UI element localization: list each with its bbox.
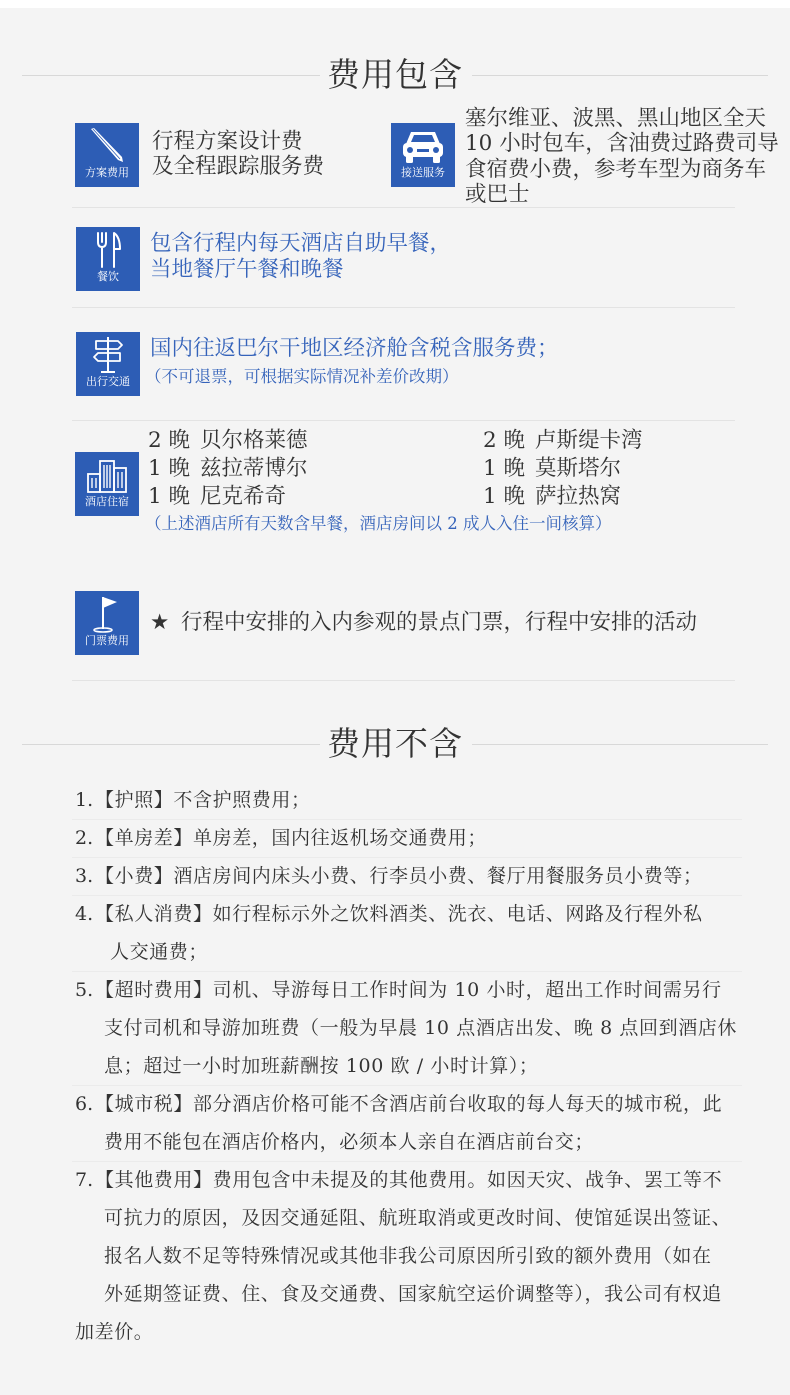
item-number: 5. [75,979,94,1001]
stay-nights: 1 晚 [148,484,191,509]
excluded-item [75,1161,775,1351]
item-line [75,819,775,857]
item-text: 【小费】酒店房间内床头小费、行李员小费、餐厅用餐服务员小费等； [95,865,703,887]
plan-fee-text [152,129,324,179]
hotel-stay [483,483,643,511]
transfer-line: 塞尔维亚、波黑、黑山地区全天 [465,106,767,131]
row-divider [72,307,735,308]
pen-icon [75,123,139,167]
transport-label: 出行交通 [86,375,130,388]
item-line [75,1085,775,1123]
plan-fee-line: 行程方案设计费 [152,129,303,154]
stay-nights: 1 晚 [148,456,191,481]
meals-line: 包含行程内每天酒店自助早餐， [150,231,452,256]
hotel-label: 酒店住宿 [85,495,129,508]
item-line-continued: 可抗力的原因，及因交通延阻、航班取消或更改时间、使馆延误出签证、 [104,1207,732,1229]
hotel-note: （上述酒店所有天数含早餐，酒店房间以 2 成人入住一间核算） [145,514,612,533]
item-line-continued: 息；超过一小时加班薪酬按 100 欧 / 小时计算）； [104,1055,539,1077]
row-divider [72,420,735,421]
fork-knife-icon [76,227,140,271]
meals-line: 当地餐厅午餐和晚餐 [150,257,344,282]
stay-nights: 1 晚 [483,456,526,481]
tickets-badge [75,591,139,655]
stay-nights: 2 晚 [148,428,191,453]
hotel-stay [148,455,308,483]
tickets-text: 行程中安排的入内参观的景点门票，行程中安排的活动 [181,610,698,635]
top-band [0,0,790,8]
item-number: 1. [75,789,94,811]
item-text: 【其他费用】费用包含中未提及的其他费用。如因天灾、战争、罢工等不 [95,1169,723,1191]
item-line-continued: 支付司机和导游加班费（一般为早晨 10 点酒店出发、晚 8 点回到酒店休 [104,1017,738,1039]
excluded-item [75,857,775,895]
item-text: 【单房差】单房差，国内往返机场交通费用； [95,827,488,849]
item-text: 【私人消费】如行程标示外之饮料酒类、洗衣、电话、网路及行程外私 [95,903,703,925]
row-divider [72,680,735,681]
car-icon [391,123,455,167]
tickets-label: 门票费用 [85,634,129,647]
row-divider [72,207,735,208]
item-text: 【城市税】部分酒店价格可能不含酒店前台收取的每人每天的城市税，此 [95,1093,723,1115]
item-line-continued: 费用不能包在酒店价格内，必须本人亲自在酒店前台交； [104,1131,595,1153]
star-icon: ★ [150,610,170,635]
stay-nights: 2 晚 [483,428,526,453]
stay-city: 贝尔格莱德 [200,428,308,453]
item-line-continued: 外延期签证费、住、食及交通费、国家航空运价调整等），我公司有权追 [104,1283,722,1305]
item-number: 3. [75,865,94,887]
hotel-badge [75,452,139,516]
stay-city: 卢斯缇卡湾 [535,428,643,453]
excluded-item [75,781,775,819]
stay-city: 萨拉热窝 [535,484,622,509]
stay-nights: 1 晚 [483,484,526,509]
transfer-service-label: 接送服务 [401,166,445,179]
stay-city: 莫斯塔尔 [535,456,622,481]
hotel-stay [483,427,643,455]
item-text: 【超时费用】司机、导游每日工作时间为 10 小时，超出工作时间需另行 [95,979,722,1001]
transfer-line: 或巴士 [465,181,530,207]
excluded-list [75,781,775,1351]
included-title: 费用包含 [327,55,463,94]
stay-city: 兹拉蒂博尔 [200,456,308,481]
transfer-line: 食宿费小费，参考车型为商务车 [465,156,767,182]
transfer-service-badge [391,123,455,187]
hotel-column-left [148,427,308,511]
excluded-item [75,895,775,971]
excluded-item [75,1085,775,1161]
meals-label: 餐饮 [97,270,119,283]
transfer-line: 10 小时包车，含油费过路费司导 [465,131,779,157]
item-line-continued: 加差价。 [75,1321,154,1343]
plan-fee-line: 及全程跟踪服务费 [152,154,325,179]
tickets-text-row [150,610,697,636]
hotel-column-right [483,427,643,511]
transport-note: （不可退票，可根据实际情况补差价改期） [145,367,459,386]
item-line-continued: 报名人数不足等特殊情况或其他非我公司原因所引致的额外费用（如在 [104,1245,712,1267]
hotel-stay [483,455,643,483]
plan-fee-label: 方案费用 [85,166,129,179]
item-text: 【护照】不含护照费用； [95,789,311,811]
transport-badge [76,332,140,396]
meals-badge [76,227,140,291]
item-line [75,781,775,819]
item-line [75,895,775,933]
hotel-stay [148,427,308,455]
stay-city: 尼克希奇 [200,484,287,509]
item-number: 4. [75,903,94,925]
excluded-item [75,971,775,1085]
item-line [75,1161,775,1199]
item-number: 2. [75,827,94,849]
transfer-service-text [465,106,779,207]
item-number: 6. [75,1093,94,1115]
excluded-title: 费用不含 [327,724,463,763]
plan-fee-badge [75,123,139,187]
item-line [75,971,775,1009]
excluded-item [75,819,775,857]
signpost-icon [76,332,140,376]
item-number: 7. [75,1169,94,1191]
buildings-icon [75,452,139,496]
item-line-continued: 人交通费； [110,941,209,963]
hotel-stay [148,483,308,511]
meals-text [150,231,451,283]
item-line [75,857,775,895]
flag-icon [75,591,139,635]
transport-text: 国内往返巴尔干地区经济舱含税含服务费； [150,336,559,361]
